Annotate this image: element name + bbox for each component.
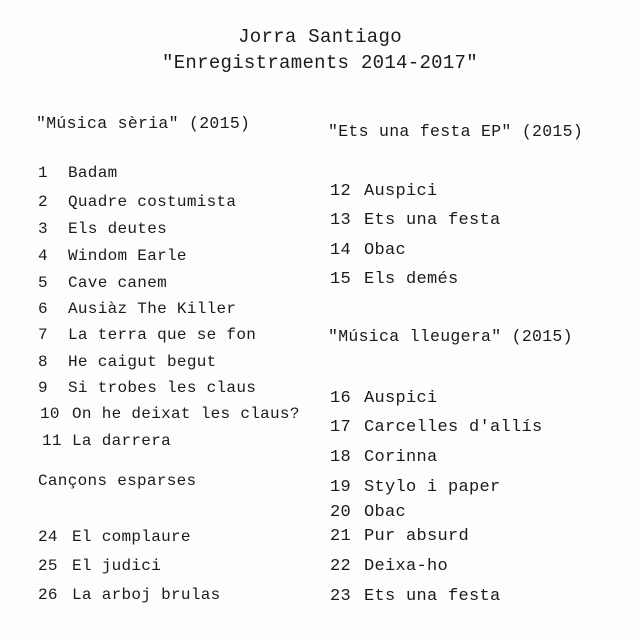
- track-row: [38, 193, 236, 211]
- track-title: Deixa-ho: [364, 557, 449, 576]
- track-title: Els demés: [364, 270, 459, 289]
- track-number: 5: [38, 274, 48, 292]
- track-title: Obac: [364, 241, 407, 260]
- track-title: La terra que se fon: [68, 326, 257, 344]
- track-number: 3: [38, 220, 48, 238]
- track-number: 15: [330, 270, 352, 289]
- track-title: El complaure: [72, 528, 191, 546]
- track-title: Auspici: [364, 389, 438, 408]
- track-number: 21: [330, 527, 352, 546]
- track-row: [330, 587, 501, 606]
- track-row: [330, 211, 501, 230]
- track-number: 26: [38, 586, 58, 604]
- collection-title: "Enregistraments 2014-2017": [162, 52, 478, 74]
- track-title: El judici: [72, 557, 162, 575]
- track-row: [330, 478, 501, 497]
- track-number: 9: [38, 379, 48, 397]
- track-number: 12: [330, 182, 352, 201]
- track-title: Ets una festa: [364, 211, 501, 230]
- track-number: 1: [38, 164, 48, 182]
- artist-name: Jorra Santiago: [238, 26, 402, 48]
- track-title: Ausiàz The Killer: [68, 300, 237, 318]
- track-row: [38, 586, 221, 604]
- track-title: Obac: [364, 503, 407, 522]
- track-number: 23: [330, 587, 352, 606]
- track-row: [38, 528, 191, 546]
- track-row: [38, 326, 256, 344]
- track-number: 19: [330, 478, 352, 497]
- track-title: On he deixat les claus?: [72, 405, 300, 423]
- track-title: Si trobes les claus: [68, 379, 257, 397]
- track-row: [330, 182, 438, 201]
- track-row: [38, 353, 217, 371]
- track-title: Stylo i paper: [364, 478, 501, 497]
- track-number: 11: [42, 432, 62, 450]
- track-row: [330, 270, 459, 289]
- track-number: 8: [38, 353, 48, 371]
- track-title: Windom Earle: [68, 247, 187, 265]
- track-title: Els deutes: [68, 220, 168, 238]
- track-title: Corinna: [364, 448, 438, 467]
- track-row: [330, 527, 469, 546]
- track-row: [40, 405, 300, 423]
- track-number: 18: [330, 448, 352, 467]
- track-row: [330, 389, 438, 408]
- track-title: Auspici: [364, 182, 438, 201]
- track-number: 14: [330, 241, 352, 260]
- track-number: 17: [330, 418, 352, 437]
- track-row: [330, 448, 438, 467]
- track-row: [38, 164, 118, 182]
- track-row: [330, 418, 543, 437]
- track-title: He caigut begut: [68, 353, 217, 371]
- track-row: [38, 247, 187, 265]
- track-row: [330, 241, 406, 260]
- track-row: [330, 557, 448, 576]
- track-title: Carcelles d'allís: [364, 418, 543, 437]
- track-row: [38, 379, 256, 397]
- track-row: [38, 220, 167, 238]
- track-row: [42, 432, 171, 450]
- album-title-musica-seria: "Música sèria" (2015): [36, 114, 251, 133]
- album-title-ets-una-festa-ep: "Ets una festa EP" (2015): [328, 122, 584, 141]
- track-number: 20: [330, 503, 352, 522]
- track-number: 25: [38, 557, 58, 575]
- track-title: La darrera: [72, 432, 172, 450]
- track-title: Pur absurd: [364, 527, 470, 546]
- track-number: 10: [40, 405, 60, 423]
- track-row: [38, 557, 161, 575]
- track-row: [38, 274, 167, 292]
- track-number: 4: [38, 247, 48, 265]
- track-row: [330, 503, 406, 522]
- track-title: Ets una festa: [364, 587, 501, 606]
- track-title: Badam: [68, 164, 118, 182]
- album-title-musica-lleugera: "Música lleugera" (2015): [328, 327, 573, 346]
- album-title-cancons-esparses: Cançons esparses: [38, 472, 197, 490]
- track-title: Cave canem: [68, 274, 168, 292]
- track-title: Quadre costumista: [68, 193, 237, 211]
- track-number: 24: [38, 528, 58, 546]
- track-title: La arboj brulas: [72, 586, 221, 604]
- track-number: 13: [330, 211, 352, 230]
- track-number: 2: [38, 193, 48, 211]
- track-number: 22: [330, 557, 352, 576]
- track-row: [38, 300, 236, 318]
- track-number: 16: [330, 389, 352, 408]
- track-number: 6: [38, 300, 48, 318]
- track-number: 7: [38, 326, 48, 344]
